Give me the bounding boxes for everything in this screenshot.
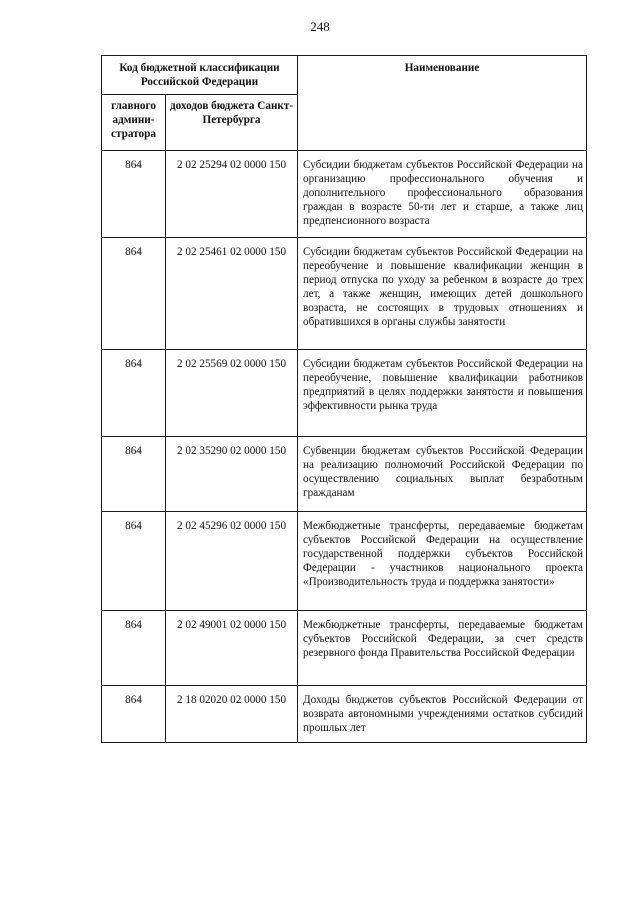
table-row xyxy=(102,437,587,512)
cell-income-code: 2 18 02020 02 0000 150 xyxy=(166,686,298,743)
budget-classification-table xyxy=(101,55,587,743)
table-row xyxy=(102,350,587,437)
header-income: доходов бюджета Санкт-Петербурга xyxy=(166,95,298,151)
page-number: 248 xyxy=(310,19,330,34)
cell-income-code: 2 02 35290 02 0000 150 xyxy=(166,437,298,512)
cell-name: Межбюджетные трансферты, передаваемые бюджетам субъектов Российской Федерации, за счет средств резервного фонда Правительства Российской Федерации xyxy=(298,611,587,686)
cell-admin-code: 864 xyxy=(102,512,166,611)
table-row xyxy=(102,151,587,238)
cell-name: Межбюджетные трансферты, передаваемые бюджетам субъектов Российской Федерации на осуществление государственной поддержки субъектов Российской Федерации - участников национального проекта «Производительность труда и поддержка занятости» xyxy=(298,512,587,611)
header-code-group: Код бюджетной классификации Российской Федерации xyxy=(102,56,298,95)
cell-income-code: 2 02 25569 02 0000 150 xyxy=(166,350,298,437)
cell-admin-code: 864 xyxy=(102,686,166,743)
cell-admin-code: 864 xyxy=(102,350,166,437)
cell-name: Субвенции бюджетам субъектов Российской Федерации на реализацию полномочий Российской Федерации по осуществлению социальных выплат безработным гражданам xyxy=(298,437,587,512)
cell-name: Субсидии бюджетам субъектов Российской Федерации на организацию профессионального обучения и дополнительного профессионального образования граждан в возрасте 50-ти лет и старше, а также лиц предпенсионного возраста xyxy=(298,151,587,238)
table-row xyxy=(102,238,587,350)
table-row xyxy=(102,611,587,686)
cell-income-code: 2 02 25461 02 0000 150 xyxy=(166,238,298,350)
cell-name: Доходы бюджетов субъектов Российской Федерации от возврата автономными учреждениями остатков субсидий прошлых лет xyxy=(298,686,587,743)
header-name: Наименование xyxy=(298,56,587,151)
cell-admin-code: 864 xyxy=(102,151,166,238)
header-row-top xyxy=(102,56,587,95)
cell-income-code: 2 02 25294 02 0000 150 xyxy=(166,151,298,238)
cell-admin-code: 864 xyxy=(102,238,166,350)
cell-name: Субсидии бюджетам субъектов Российской Федерации на переобучение и повышение квалификации женщин в период отпуска по уходу за ребенком в возрасте до трех лет, а также женщин, имеющих детей дошкольного возраста, не состоящих в трудовых отношениях и обратившихся в органы службы занятости xyxy=(298,238,587,350)
cell-income-code: 2 02 49001 02 0000 150 xyxy=(166,611,298,686)
cell-admin-code: 864 xyxy=(102,437,166,512)
table-row xyxy=(102,512,587,611)
table-row xyxy=(102,686,587,743)
cell-income-code: 2 02 45296 02 0000 150 xyxy=(166,512,298,611)
header-admin: главного админи-стратора xyxy=(102,95,166,151)
cell-name: Субсидии бюджетам субъектов Российской Федерации на переобучение, повышение квалификации работников предприятий в целях поддержки занятости и повышения эффективности рынка труда xyxy=(298,350,587,437)
cell-admin-code: 864 xyxy=(102,611,166,686)
